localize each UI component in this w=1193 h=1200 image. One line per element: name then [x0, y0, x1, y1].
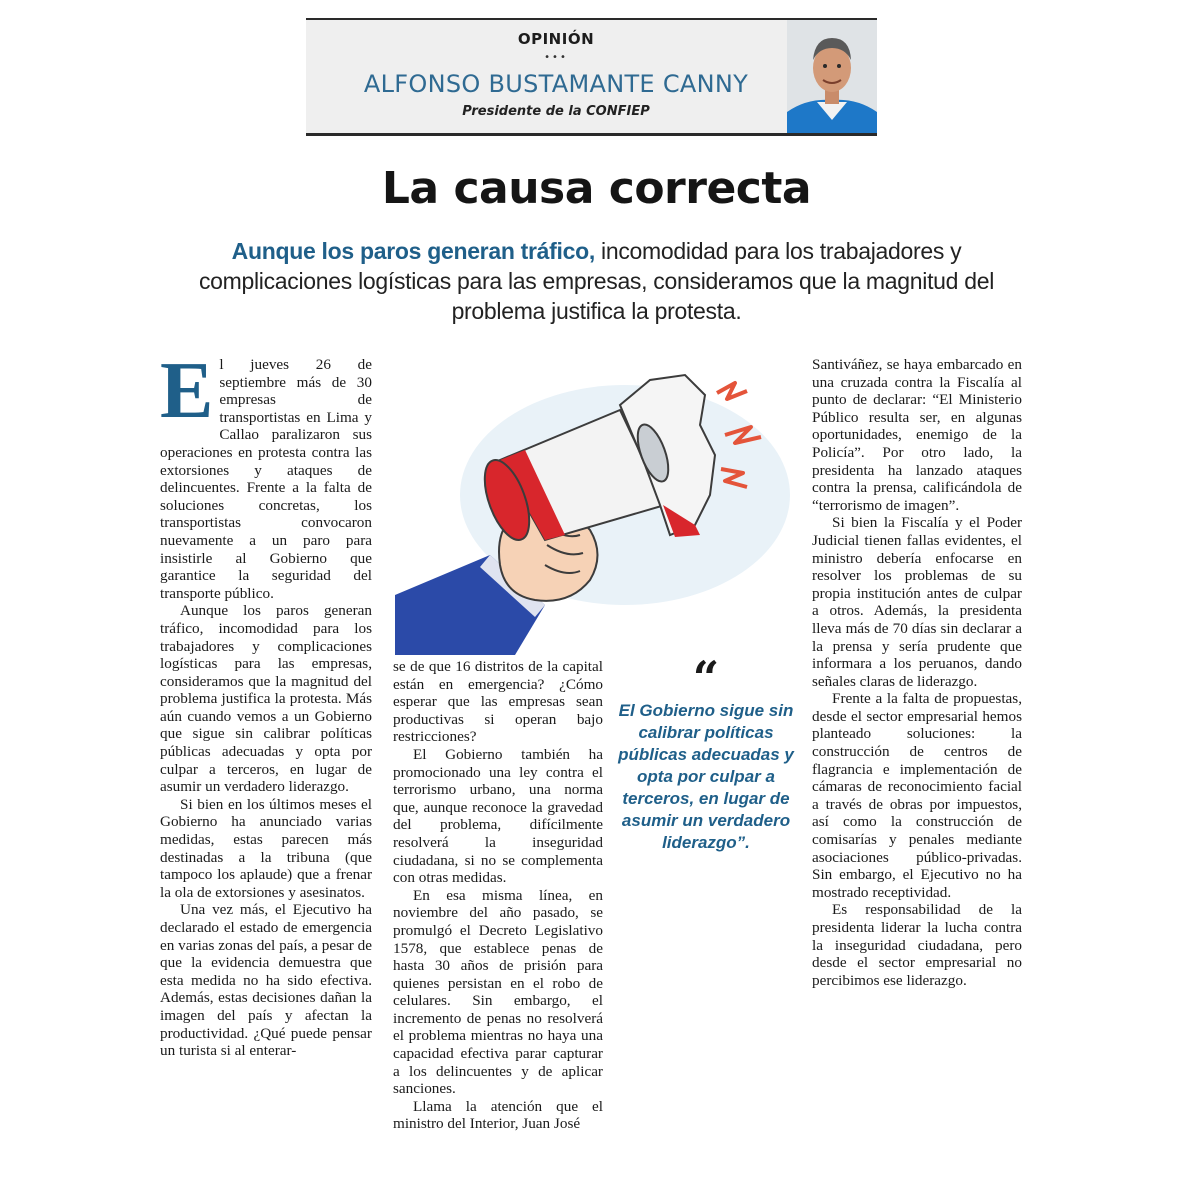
col1-paragraph-1: l jueves 26 de septiembre más de 30 empresas de transportistas en Lima y Callao paralizaron sus operaciones en protesta contra las extorsiones y ataques de delincuentes. Frente a la falta de soluciones concretas, los transportistas convocaron nuevamente a un paro para insistirle al Gobierno que garantice la seguridad del transporte público.	[160, 356, 372, 602]
author-portrait-icon	[787, 20, 877, 133]
col3-paragraph-4: Es responsabilidad de la presidenta liderar la lucha contra la inseguridad ciudadana, pero desde el sector empresarial no percibimos ese liderazgo.	[812, 901, 1022, 989]
col3-paragraph-1: Santiváñez, se haya embarcado en una cruzada contra la Fiscalía al punto de declarar: “El Ministerio Público resulta ser, en algunas oportunidades, enemigo de la Policía”. Por otro lado, la presidenta ha lanzado ataques contra la prensa, calificándola de “terrorismo de imagen”.	[812, 356, 1022, 514]
author-name: ALFONSO BUSTAMANTE CANNY	[363, 70, 749, 98]
pull-quote	[614, 651, 798, 910]
section-label: OPINIÓN	[517, 30, 595, 48]
megaphone-icon	[395, 365, 795, 655]
col2-paragraph-1: se de que 16 distritos de la capital están en emergencia? ¿Cómo esperar que las empresas sean productivas si operan bajo restricciones?	[393, 658, 603, 746]
drop-cap: E	[160, 356, 214, 435]
headline: La causa correcta	[381, 163, 812, 214]
pull-quote-text: El Gobierno sigue sin calibrar políticas públicas adecuadas y opta por culpar a terceros, en lugar de asumir un verdadero liderazgo”.	[618, 701, 794, 852]
author-role: Presidente de la CONFIEP	[462, 104, 650, 119]
section-dots: •••	[544, 52, 568, 63]
col2-paragraph-2: El Gobierno también ha promocionado una ley contra el terrorismo urbano, una norma que, aunque reconoce la gravedad del problema, difícilmente resolverá la inseguridad ciudadana, si no se complementa con otras medidas.	[393, 745, 603, 887]
col2-paragraph-4: Llama la atención que el ministro del Interior, Juan José	[393, 1097, 603, 1133]
column-1	[160, 356, 372, 1176]
opinion-header	[306, 18, 877, 136]
col3-paragraph-3: Frente a la falta de propuestas, desde el sector empresarial hemos planteado soluciones: la construcción de centros de flagrancia e implementación de cámaras de reconocimiento facial a través de obras por impuestos, así como la construcción de comisarías y penales mediante asociaciones público-privadas. Sin embargo, el Ejecutivo no ha mostrado receptividad.	[812, 690, 1022, 901]
col3-paragraph-2: Si bien la Fiscalía y el Poder Judicial tienen fallas evidentes, el ministro debería enfocarse en resolver los problemas de su propia institución antes de culpar a otros. Además, la presidenta lleva más de 70 días sin declarar a la prensa y sería prudente que informara a los peruanos, dando señales claras de liderazgo.	[812, 514, 1022, 690]
col1-paragraph-3: Si bien en los últimos meses el Gobierno ha anunciado varias medidas, estas parecen más destinadas a la tribuna (que tampoco los aplaude) que a frenar la ola de extorsiones y asesinatos.	[160, 795, 372, 901]
col2-paragraph-3: En esa misma línea, en noviembre del año pasado, se promulgó el Decreto Legislativo 1578, que establece penas de hasta 30 años de prisión para quienes persistan en el robo de celulares. Sin embargo, el incremento de penas no resolverá el problema mientras no haya una capacidad efectiva parar capturar a los delincuentes y de aplicar sanciones.	[393, 886, 603, 1098]
column-3	[812, 356, 1022, 1116]
deck-lead: Aunque los paros generan tráfico,	[231, 238, 595, 264]
quote-mark-icon: “	[692, 651, 720, 705]
deck	[170, 236, 1023, 326]
deck-rest: incomodidad para los trabajadores y complicaciones logísticas para las empresas, consideramos que la magnitud del problema justifica la protesta.	[198, 238, 995, 324]
column-2	[393, 658, 603, 1173]
megaphone-illustration	[395, 365, 795, 655]
col1-paragraph-2: Aunque los paros generan tráfico, incomodidad para los trabajadores y complicaciones logísticas para las empresas, consideramos que la magnitud del problema justifica la protesta. Más aún cuando vemos a un Gobierno que sigue sin calibrar políticas públicas adecuadas y opta por culpar a terceros, en lugar de asumir un verdadero liderazgo.	[160, 602, 372, 796]
author-portrait	[787, 20, 877, 133]
col1-paragraph-4: Una vez más, el Ejecutivo ha declarado el estado de emergencia en varias zonas del país, a pesar de que la evidencia demuestra que esta medida no ha sido efectiva. Además, estas decisiones dañan la imagen del país y afectan la productividad. ¿Qué puede pensar un turista si al enterar-	[160, 901, 372, 1060]
